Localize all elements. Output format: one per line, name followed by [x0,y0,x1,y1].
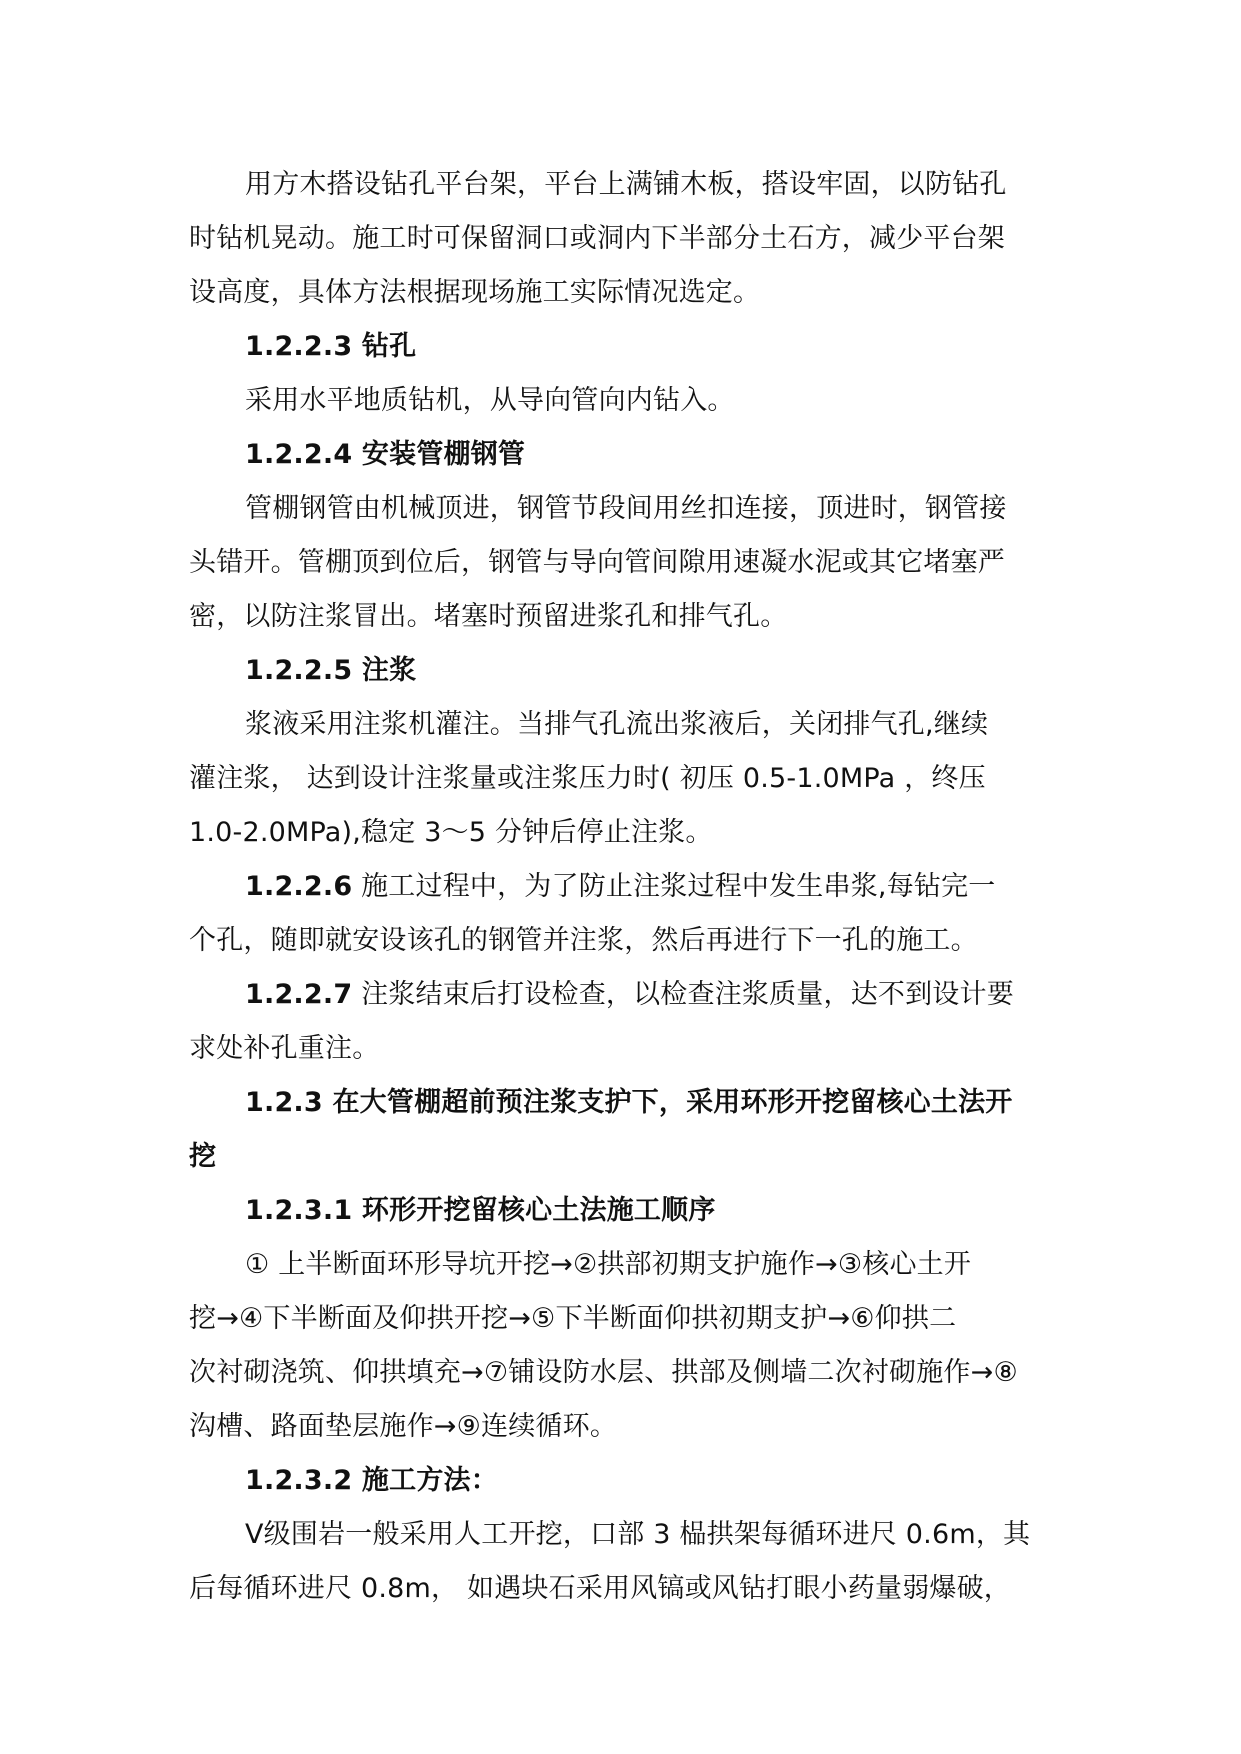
document-page [189,158,1057,1616]
para-line: 沟槽、路面垫层施作→⑨连续循环。 [189,1411,618,1442]
para-line: 次衬砌浇筑、仰拱填充→⑦铺设防水层、拱部及侧墙二次衬砌施作→⑧ [189,1357,1018,1388]
section-heading: 1.2.3.1 环形开挖留核心土法施工顺序 [245,1195,716,1226]
para-line: 个孔，随即就安设该孔的钢管并注浆，然后再进行下一孔的施工。 [189,925,978,956]
para-line: 头错开。管棚顶到位后，钢管与导向管间隙用速凝水泥或其它堵塞严 [189,547,1005,578]
para-line: 管棚钢管由机械顶进，钢管节段间用丝扣连接，顶进时，钢管接 [245,493,1007,524]
item-number: 1.2.2.6 [245,871,353,902]
section-heading: 1.2.2.5 注浆 [245,655,417,686]
para-line: 挖→④下半断面及仰拱开挖→⑤下半断面仰拱初期支护→⑥仰拱二 [189,1303,957,1334]
item-number: 1.2.2.7 [245,979,353,1010]
section-heading: 1.2.2.3 钻孔 [245,331,417,362]
section-heading-cont: 挖 [189,1141,217,1172]
para-line: 时钻机晃动。施工时可保留洞口或洞内下半部分土石方，减少平台架 [189,223,1005,254]
para-line: Ⅴ级围岩一般采用人工开挖，口部 3 榀拱架每循环进尺 0.6m，其 [245,1519,1031,1550]
section-heading: 1.2.3.2 施工方法： [245,1465,498,1496]
para-line-numbered: 1.2.2.6 施工过程中，为了防止注浆过程中发生串浆,每钻完一 [245,871,996,902]
section-heading: 1.2.2.4 安装管棚钢管 [245,439,526,470]
para-line: 1.0-2.0MPa),稳定 3～5 分钟后停止注浆。 [189,817,713,848]
para-line: 后每循环进尺 0.8m， 如遇块石采用风镐或风钻打眼小药量弱爆破， [189,1573,1012,1604]
section-heading: 1.2.3 在大管棚超前预注浆支护下，采用环形开挖留核心土法开 [245,1087,1013,1118]
para-line: 浆液采用注浆机灌注。当排气孔流出浆液后，关闭排气孔,继续 [245,709,989,740]
para-line: 采用水平地质钻机，从导向管向内钻入。 [245,385,735,416]
para-line: 用方木搭设钻孔平台架，平台上满铺木板，搭设牢固，以防钻孔 [245,169,1007,200]
para-line: 求处补孔重注。 [189,1033,380,1064]
para-line: ① 上半断面环形导坑开挖→②拱部初期支护施作→③核心土开 [245,1249,972,1280]
para-line: 设高度，具体方法根据现场施工实际情况选定。 [189,277,761,308]
para-line: 密，以防注浆冒出。堵塞时预留进浆孔和排气孔。 [189,601,788,632]
para-line-numbered: 1.2.2.7 注浆结束后打设检查，以检查注浆质量，达不到设计要 [245,979,1014,1010]
para-line: 灌注浆， 达到设计注浆量或注浆压力时( 初压 0.5-1.0MPa ，终压 [189,763,986,794]
